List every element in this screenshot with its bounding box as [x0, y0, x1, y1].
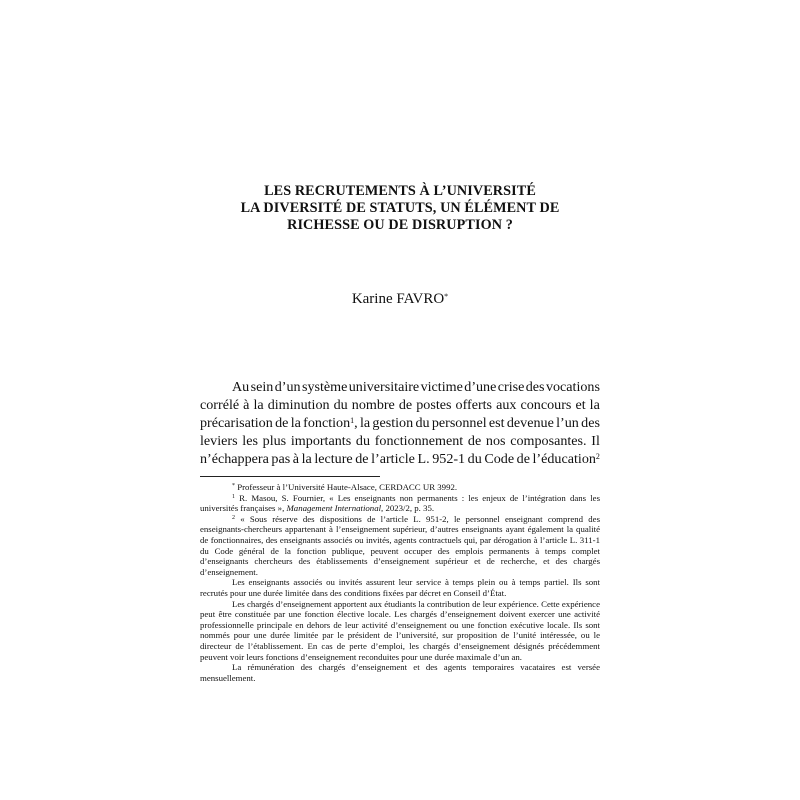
body-line [200, 450, 600, 468]
body-word: n’échappera [200, 451, 269, 467]
body-word: du [415, 415, 430, 431]
body-word: fonction$^1$, [303, 415, 358, 431]
body-line [200, 432, 600, 450]
body-word: leviers [200, 433, 238, 449]
body-word: diminution [267, 397, 330, 413]
footnote-2-paragraph-3: Les chargés d’enseignement apportent aux étudiants la contribution de leur expérience. Cette expérience peut être constituée par une fonction élective locale. Les chargés d’enseignement doivent exercer une activité professionnelle principale en dehors de leur activité d’enseignement ou une fonction exécutive locale. Ils sont nommés pour une durée limitée par le président de l’université, sur proposition de l’unité intéressée, ou le directeur de l’établissement. En cas de perte d’emploi, les chargés d’enseignement désignés précédemment peuvent voir leurs fonctions d’enseignement reconduites pour une durée maximale d’un an. [200, 598, 600, 662]
author-footnote-marker: * [444, 292, 449, 301]
footnote-reference[interactable]: 2 [595, 452, 600, 461]
body-word: de [516, 451, 530, 467]
footnotes [200, 482, 600, 683]
body-word: aux [496, 397, 517, 413]
body-word: la [589, 397, 600, 413]
body-word: à [292, 451, 300, 467]
body-paragraph [200, 378, 600, 468]
body-line [200, 378, 600, 396]
body-word: postes [416, 397, 452, 413]
body-word: Code [484, 451, 515, 467]
footnote-author [200, 482, 600, 493]
body-word: Au [232, 379, 250, 395]
body-word: composantes. [510, 433, 587, 449]
footnote-marker-2: 2 [232, 514, 235, 521]
body-word: et [575, 397, 586, 413]
footnote-2-text-1: « Sous réserve des dispositions de l’article L. 951-2, le personnel enseignant comprend des enseignants-chercheurs appartenant à l’enseignement supérieur, d’autres enseignants ayant également la qualité de fonctionnaires, des enseignants associés ou invités, agents contractuels qui, par dérogation à l’article L. 311-1 du Code général de la fonction publique, peuvent occuper des emplois permanents à temps complet d’enseignants chercheurs des établissements d’enseignement supérieur et de recherche, et des chargés d’enseignement. [200, 513, 600, 577]
body-word: de [398, 397, 413, 413]
body-word: est [488, 415, 505, 431]
body-word: l’éducation$^2$ [532, 451, 600, 467]
body-word: 952-1 [432, 451, 466, 467]
body-word: les [242, 433, 258, 449]
footnote-1-text-a: R. Masou, S. Fournier, « Les enseignants non permanents : les enjeux de l’intégration dans les universités françaises », [200, 492, 600, 514]
body-word: système [301, 379, 348, 395]
title-line-2: LA DIVERSITÉ DE STATUTS, UN ÉLÉMENT DE [240, 200, 560, 216]
footnote-1-journal: Management International [286, 503, 382, 514]
body-word: de [355, 451, 369, 467]
body-word: l’article [371, 451, 415, 467]
body-word: la [359, 415, 371, 431]
body-word: nombre [351, 397, 395, 413]
footnote-separator [200, 476, 380, 477]
body-word: lecture [314, 451, 353, 467]
footnote-author-text: Professeur à l’Université Haute-Alsace, CERDACC UR 3992. [235, 482, 458, 492]
body-word: sein [250, 379, 274, 395]
body-word: crise [497, 379, 525, 395]
footnote-1 [200, 493, 600, 514]
author-name-text: Karine FAVRO [351, 291, 445, 307]
body-word: devenue [506, 415, 554, 431]
body-word: victime [420, 379, 463, 395]
body-line [200, 396, 600, 414]
body-word: précarisation [200, 415, 273, 431]
document-title [200, 183, 600, 234]
body-word: concours [520, 397, 572, 413]
body-word: de [467, 433, 482, 449]
body-word: du [467, 451, 482, 467]
body-word: personnel [431, 415, 487, 431]
body-word: des [525, 379, 545, 395]
body-word: importants [290, 433, 352, 449]
footnote-2-paragraph-4: La rémunération des chargés d’enseignement et des agents temporaires vacataires est versée mensuellement. [200, 662, 600, 683]
body-word: fonctionnement [374, 433, 464, 449]
body-word: l’un [556, 415, 579, 431]
body-word: d’un [274, 379, 301, 395]
body-word: plus [262, 433, 287, 449]
body-word: la [253, 397, 264, 413]
body-word: L. [417, 451, 430, 467]
body-word: de [275, 415, 289, 431]
body-word: nos [485, 433, 506, 449]
body-word: du [333, 397, 348, 413]
body-word: des [581, 415, 600, 431]
footnote-1-text-b: , 2023/2, p. 35. [381, 503, 435, 514]
body-word: à [243, 397, 250, 413]
footnote-2-paragraph-1 [200, 514, 600, 578]
body-word: du [355, 433, 370, 449]
footnote-2-paragraph-2: Les enseignants associés ou invités assurent leur service à temps plein ou à temps partiel. Ils sont recrutés pour une durée limitée dans des conditions fixées par décret en Conseil d’État. [200, 577, 600, 598]
title-line-3: RICHESSE OU DE DISRUPTION ? [287, 217, 513, 233]
body-word: pas [271, 451, 291, 467]
body-word: corrélé [200, 397, 240, 413]
footnote-reference[interactable]: 1 [350, 416, 355, 425]
body-word: la [301, 451, 312, 467]
footnote-marker-star: * [232, 483, 235, 489]
author-name [200, 290, 600, 308]
body-word: universitaire [348, 379, 420, 395]
body-word: vocations [545, 379, 600, 395]
footnote-marker-1: 1 [232, 493, 235, 500]
body-word: d’une [464, 379, 497, 395]
body-line [200, 414, 600, 432]
title-line-1: LES RECRUTEMENTS À L’UNIVERSITÉ [264, 183, 536, 199]
body-word: gestion [372, 415, 414, 431]
body-word: Il [591, 433, 600, 449]
body-word: la [290, 415, 301, 431]
body-word: offerts [455, 397, 493, 413]
